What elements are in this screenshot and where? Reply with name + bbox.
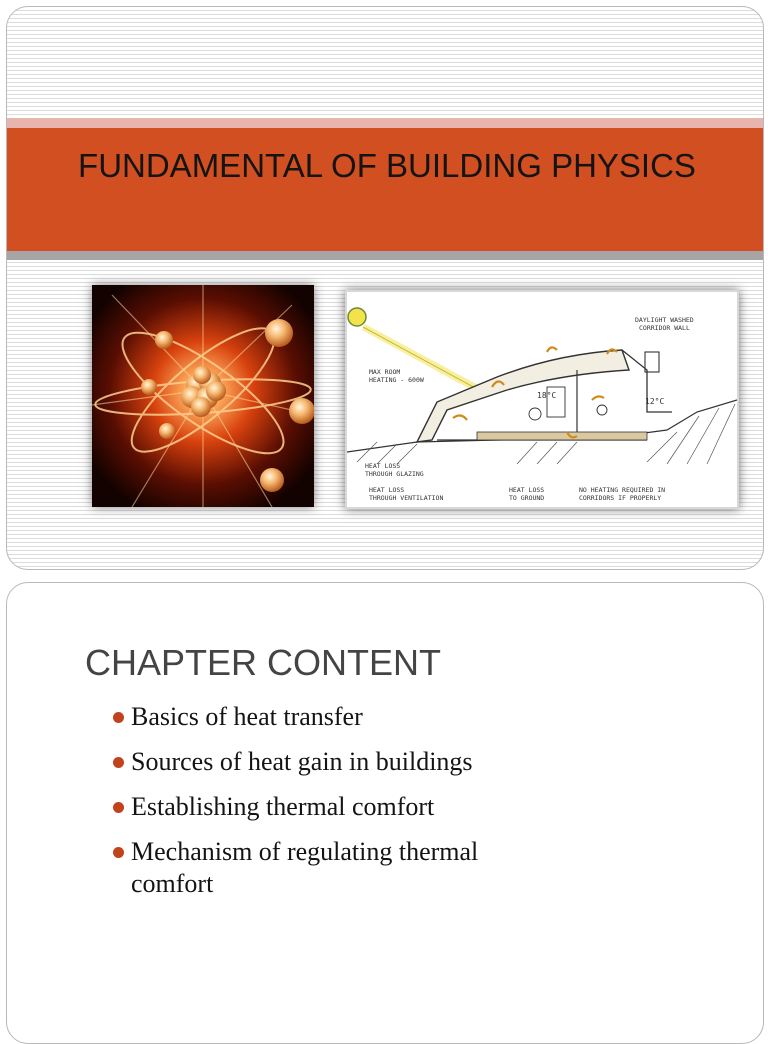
atom-illustration bbox=[92, 285, 314, 507]
bullet-item: Sources of heat gain in buildings bbox=[111, 746, 561, 778]
bullet-dot-icon bbox=[113, 847, 124, 858]
bullet-dot-icon bbox=[113, 712, 124, 723]
passive-building-diagram bbox=[347, 292, 737, 507]
bullet-item: Establishing thermal comfort bbox=[111, 791, 561, 823]
svg-text:NO HEATING REQUIRED IN: NO HEATING REQUIRED IN bbox=[579, 486, 666, 494]
bullet-dot-icon bbox=[113, 802, 124, 813]
svg-text:MAX ROOM: MAX ROOM bbox=[369, 368, 401, 376]
bullet-dot-icon bbox=[113, 757, 124, 768]
svg-text:CORRIDORS IF PROPERLY: CORRIDORS IF PROPERLY bbox=[579, 494, 662, 502]
slide-title: FUNDAMENTAL OF BUILDING PHYSICS bbox=[78, 147, 696, 184]
svg-text:12°C: 12°C bbox=[645, 397, 665, 406]
svg-text:HEAT LOSS: HEAT LOSS bbox=[365, 462, 401, 470]
title-slide bbox=[6, 6, 764, 570]
svg-text:TO GROUND: TO GROUND bbox=[509, 494, 545, 502]
svg-text:CORRIDOR WALL: CORRIDOR WALL bbox=[639, 324, 690, 332]
svg-text:THROUGH VENTILATION: THROUGH VENTILATION bbox=[369, 494, 444, 502]
chapter-bullet-list bbox=[111, 701, 561, 913]
chapter-heading: CHAPTER CONTENT bbox=[85, 642, 442, 683]
sun-icon bbox=[348, 308, 366, 326]
bullet-item: Basics of heat transfer bbox=[111, 701, 561, 733]
bullet-item: Mechanism of regulating thermal comfort bbox=[111, 836, 561, 900]
atom-image bbox=[92, 285, 314, 507]
content-slide bbox=[6, 582, 764, 1044]
svg-text:DAYLIGHT WASHED: DAYLIGHT WASHED bbox=[635, 316, 694, 324]
svg-text:HEAT LOSS: HEAT LOSS bbox=[509, 486, 545, 494]
title-band-bottom-stripe bbox=[7, 251, 763, 260]
svg-text:HEATING - 600W: HEATING - 600W bbox=[369, 376, 424, 384]
svg-text:18°C: 18°C bbox=[537, 391, 557, 400]
title-band-top-stripe bbox=[7, 118, 763, 128]
building-section-sketch bbox=[345, 290, 739, 509]
svg-text:THROUGH GLAZING: THROUGH GLAZING bbox=[365, 470, 424, 478]
svg-text:HEAT LOSS: HEAT LOSS bbox=[369, 486, 405, 494]
